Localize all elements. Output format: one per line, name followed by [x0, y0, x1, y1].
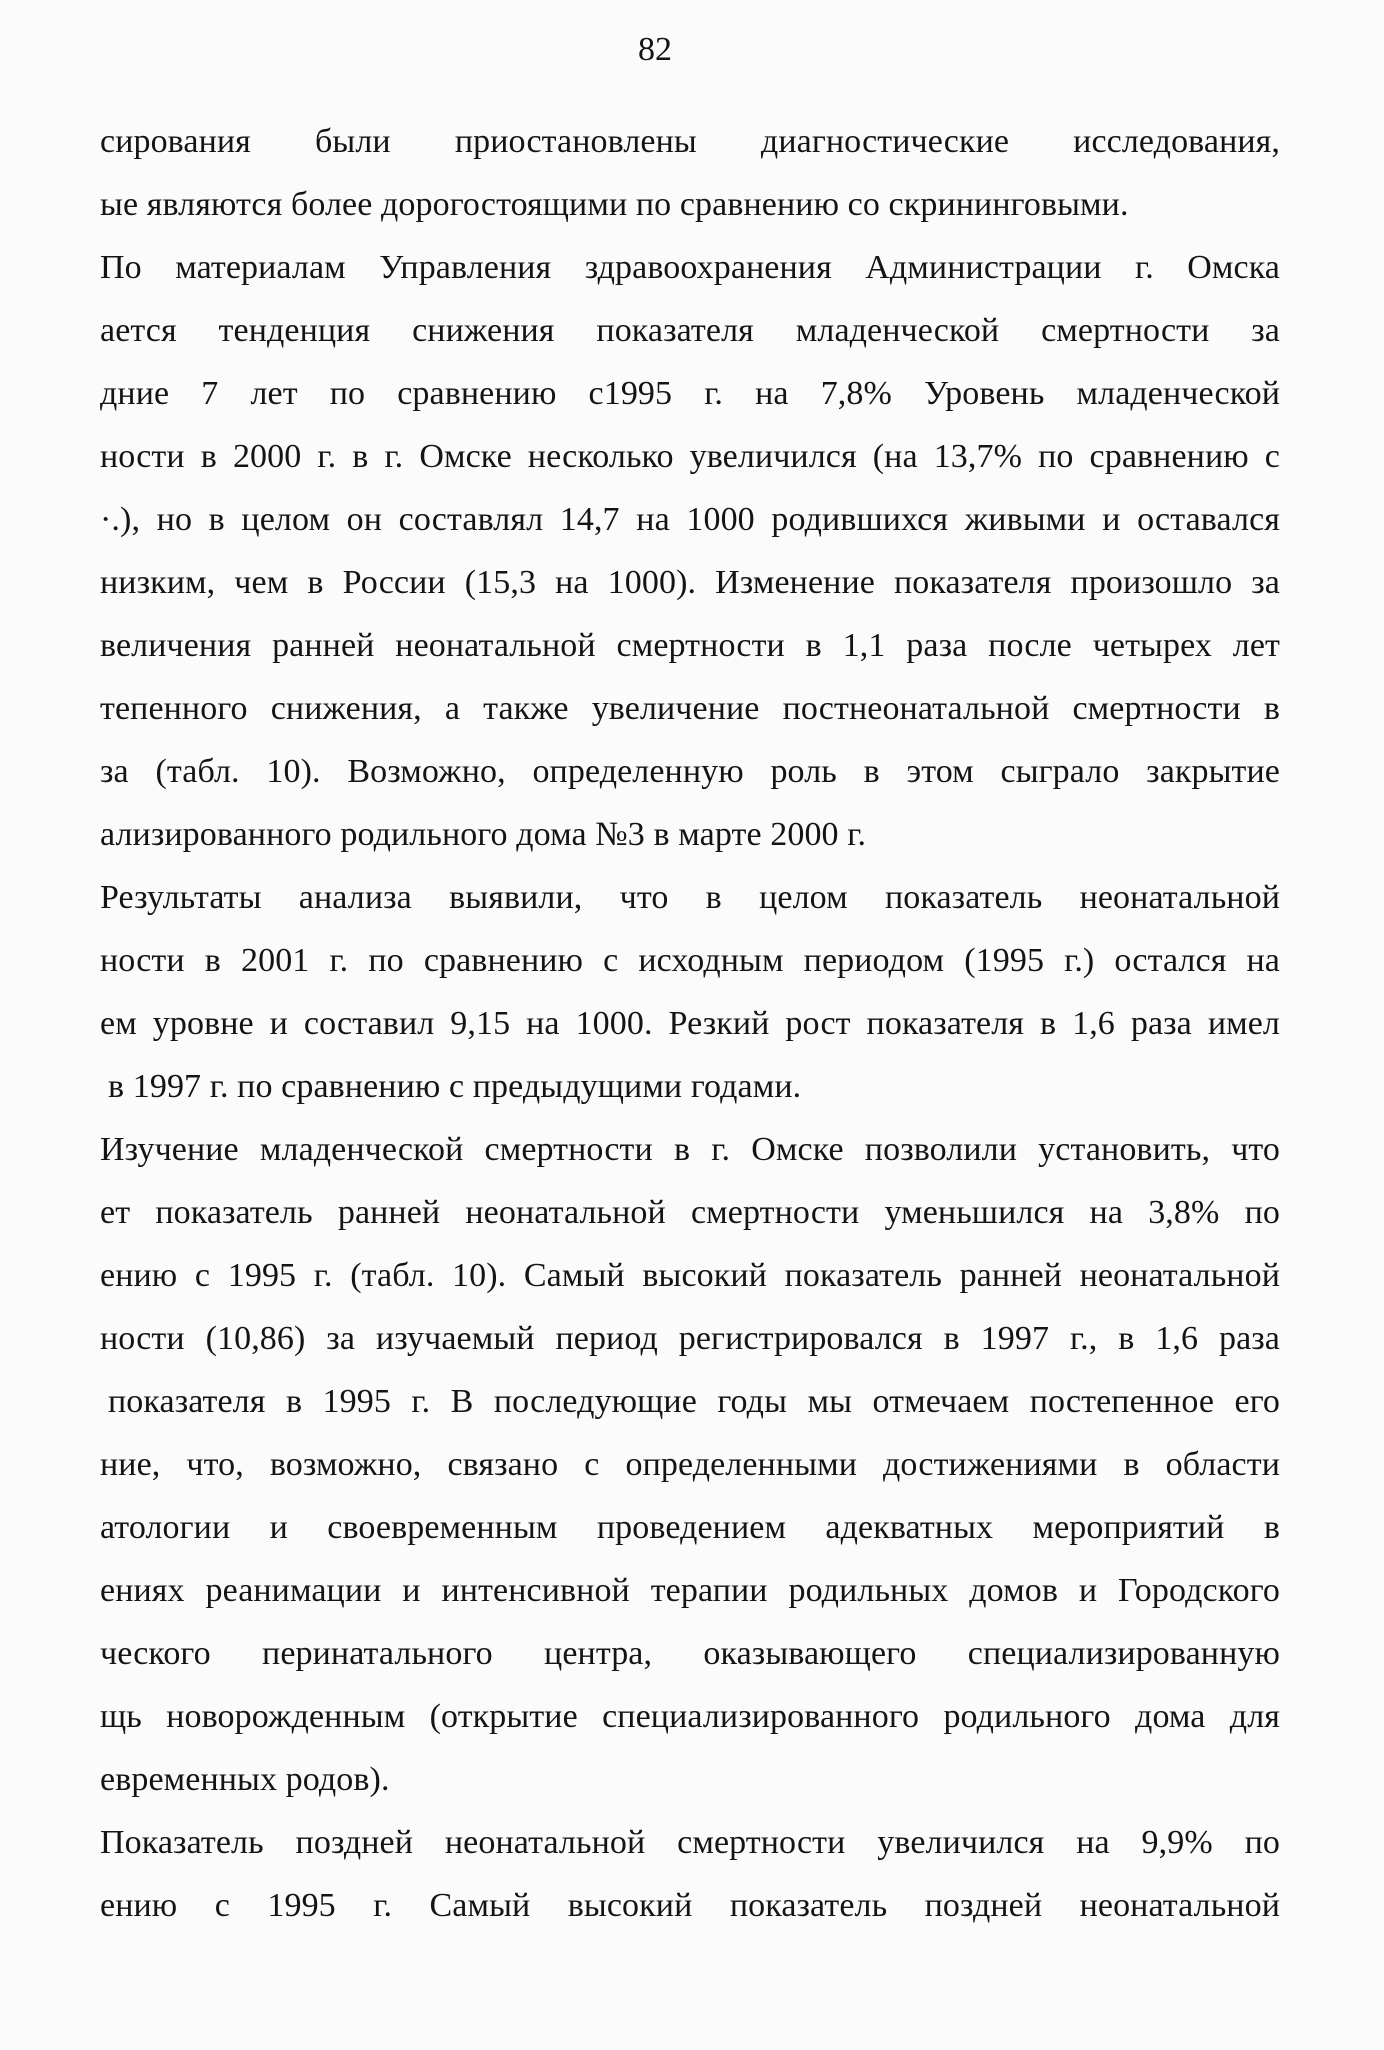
text-line: ·.), но в целом он составлял 14,7 на 1000 родившихся живыми и оставался — [100, 501, 1280, 538]
text-line: ениях реанимации и интенсивной терапии родильных домов и Городского — [100, 1572, 1280, 1609]
text-line: ет показатель ранней неонатальной смертности уменьшился на 3,8% по — [100, 1194, 1280, 1231]
text-line: величения ранней неонатальной смертности в 1,1 раза после четырех лет — [100, 627, 1280, 664]
text-line: Показатель поздней неонатальной смертности увеличился на 9,9% по — [100, 1824, 1280, 1861]
text-line: в 1997 г. по сравнению с предыдущими годами. — [108, 1068, 802, 1105]
text-line: ческого перинатального центра, оказывающего специализированную — [100, 1635, 1280, 1672]
text-line: щь новорожденным (открытие специализированного родильного дома для — [100, 1698, 1280, 1735]
text-line: тепенного снижения, а также увеличение постнеонатальной смертности в — [100, 690, 1280, 727]
text-line: ению с 1995 г. (табл. 10). Самый высокий показатель ранней неонатальной — [100, 1257, 1280, 1294]
text-line: дние 7 лет по сравнению с1995 г. на 7,8% Уровень младенческой — [100, 375, 1280, 412]
text-line: ние, что, возможно, связано с определенными достижениями в области — [100, 1446, 1280, 1483]
text-line: показателя в 1995 г. В последующие годы мы отмечаем постепенное его — [108, 1383, 1280, 1420]
text-line: ем уровне и составил 9,15 на 1000. Резкий рост показателя в 1,6 раза имел — [100, 1005, 1280, 1042]
text-line: По материалам Управления здравоохранения Администрации г. Омска — [100, 249, 1280, 286]
text-line: ности (10,86) за изучаемый период регистрировался в 1997 г., в 1,6 раза — [100, 1320, 1280, 1357]
text-line: ению с 1995 г. Самый высокий показатель поздней неонатальной — [100, 1887, 1280, 1924]
text-line: атологии и своевременным проведением адекватных мероприятий в — [100, 1509, 1280, 1546]
text-line: Результаты анализа выявили, что в целом показатель неонатальной — [100, 879, 1280, 916]
text-line: ности в 2000 г. в г. Омске несколько увеличился (на 13,7% по сравнению с — [100, 438, 1280, 475]
text-line: Изучение младенческой смертности в г. Омске позволили установить, что — [100, 1131, 1280, 1168]
text-line: ности в 2001 г. по сравнению с исходным периодом (1995 г.) остался на — [100, 942, 1280, 979]
text-line: ые являются более дорогостоящими по сравнению со скрининговыми. — [100, 186, 1129, 223]
text-line: ализированного родильного дома №3 в марте 2000 г. — [100, 816, 867, 853]
text-line: за (табл. 10). Возможно, определенную роль в этом сыграло закрытие — [100, 753, 1280, 790]
page-number: 82 — [638, 31, 672, 68]
text-line: низким, чем в России (15,3 на 1000). Изменение показателя произошло за — [100, 564, 1280, 601]
text-line: сирования были приостановлены диагностические исследования, — [100, 123, 1280, 160]
text-line: евременных родов). — [100, 1761, 390, 1798]
text-line: ается тенденция снижения показателя младенческой смертности за — [100, 312, 1280, 349]
